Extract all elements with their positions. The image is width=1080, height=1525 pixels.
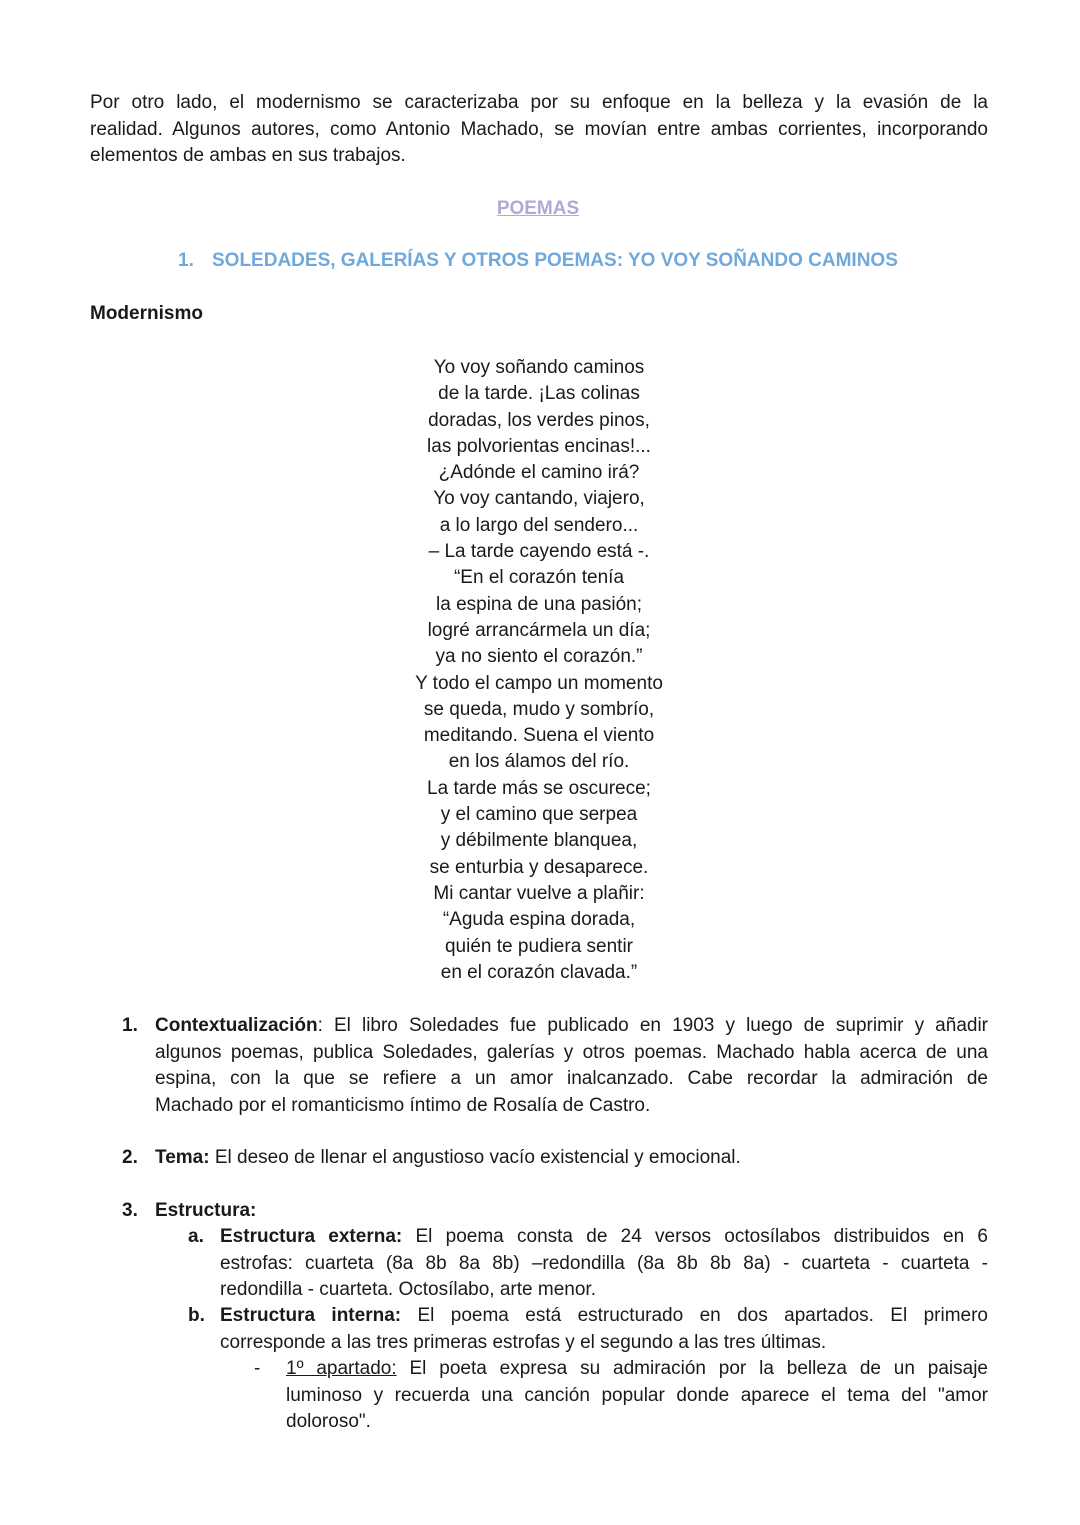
poem-line: de la tarde. ¡Las colinas [438,383,640,405]
subitem-body [286,1356,988,1436]
poem-line: Yo voy soñando caminos [433,357,645,378]
item-line [286,1356,988,1383]
item-label: Estructura interna: [220,1305,402,1326]
poem-line: se queda, mudo y sombrío, [423,698,655,720]
poem-line: meditando. Suena el viento [423,725,655,747]
poem-line: Mi cantar vuelve a plañir: [433,882,645,904]
section-title-poemas: POEMAS [496,198,580,219]
structure-internal [0,1303,1080,1359]
poem-line: y el camino que serpea [440,804,638,826]
item-number: 2. [122,1147,138,1168]
poem-line: se enturbia y desaparece. [429,856,649,878]
poem-line: en el corazón clavada.” [440,961,638,983]
poem-line: logré arrancármela un día; [427,619,651,641]
item-number: 1. [122,1015,138,1036]
item-line: doloroso". [286,1411,371,1432]
item-label: 1º apartado: [286,1358,397,1379]
poem-line: a lo largo del sendero... [439,514,639,536]
poem-line: Yo voy cantando, viajero, [433,488,645,510]
item-body [155,1145,988,1172]
intro-line: Por otro lado, el modernismo se caracterizaba por su enfoque en la belleza y la evasión de la [90,92,988,113]
item-text: El libro Soledades fue publicado en 1903 y luego de suprimir y añadir [322,1015,988,1036]
item-line: Machado por el romanticismo íntimo de Rosalía de Castro. [155,1094,651,1116]
intro-line: realidad. Algunos autores, como Antonio Machado, se movían entre ambas corrientes, incorporando [90,118,988,140]
subitem-marker: b. [188,1305,205,1326]
item-body [155,1013,988,1119]
poem-line: “En el corazón tenía [453,567,625,589]
subitem-marker: a. [188,1226,204,1247]
intro-paragraph [90,90,988,170]
poem-line: la espina de una pasión; [436,593,642,615]
item-line: estrofas: cuarteta (8a 8b 8a 8b) –redondilla (8a 8b 8b 8a) - cuarteta - cuarteta - [220,1252,988,1274]
item-line [155,1145,988,1172]
poem-line: Y todo el campo un momento [415,672,663,694]
item-line [220,1224,988,1251]
label-colon: : [317,1015,323,1036]
poem-line: La tarde más se oscurece; [427,777,651,799]
poem-heading-title: SOLEDADES, GALERÍAS Y OTROS POEMAS: YO VOY SOÑANDO CAMINOS [212,250,898,271]
poem-text [0,355,1078,986]
movement-label: Modernismo [90,303,203,324]
item-label: Contextualización [155,1015,318,1036]
item-label: Tema: [155,1147,210,1168]
item-line: espina, con la que se refiere a un amor inalcanzado. Cabe recordar la admiración de [155,1068,988,1089]
poem-line: quién te pudiera sentir [444,935,633,957]
poem-line: “Aguda espina dorada, [442,909,636,931]
subitem-body [220,1303,988,1356]
item-label: Estructura externa: [220,1226,403,1247]
item-line: algunos poemas, publica Soledades, galerías y otros poemas. Machado habla acerca de una [155,1041,988,1063]
poem-line: las polvorientas encinas!... [427,435,651,457]
item-text: El poema está estructurado en dos apartados. El primero [401,1305,988,1326]
poem-heading [178,250,898,272]
analysis-item-theme [0,1145,1080,1175]
bullet-dash: - [254,1358,261,1379]
poem-line: en los álamos del río. [448,751,630,773]
structure-first-part [0,1356,1080,1438]
poem-line: ya no siento el corazón.” [435,646,643,668]
item-line [220,1303,988,1330]
item-text: El deseo de llenar el angustioso vacío existencial y emocional. [209,1147,741,1168]
intro-line: elementos de ambas en sus trabajos. [90,145,406,166]
item-line: luminoso y recuerda una canción popular donde aparece el tema del "amor [286,1384,988,1406]
item-line: corresponde a las tres primeras estrofas y el segundo a las tres últimas. [220,1331,827,1353]
item-number: 3. [122,1200,138,1221]
item-text: El poeta expresa su admiración por la belleza de un paisaje [396,1358,988,1379]
poem-line: ¿Adónde el camino irá? [438,462,640,484]
poem-line: y débilmente blanquea, [440,830,638,852]
item-label: Estructura: [155,1200,257,1221]
poem-line: doradas, los verdes pinos, [428,409,650,431]
subitem-body [220,1224,988,1304]
poem-line: – La tarde cayendo está -. [428,541,650,563]
poem-heading-number: 1. [178,250,194,271]
structure-external [0,1224,1080,1306]
item-line [155,1013,988,1040]
analysis-item-context [0,1013,1080,1123]
item-line: redondilla - cuarteta. Octosílabo, arte menor. [220,1279,596,1300]
item-text: El poema consta de 24 versos octosílabos distribuidos en 6 [402,1226,988,1247]
